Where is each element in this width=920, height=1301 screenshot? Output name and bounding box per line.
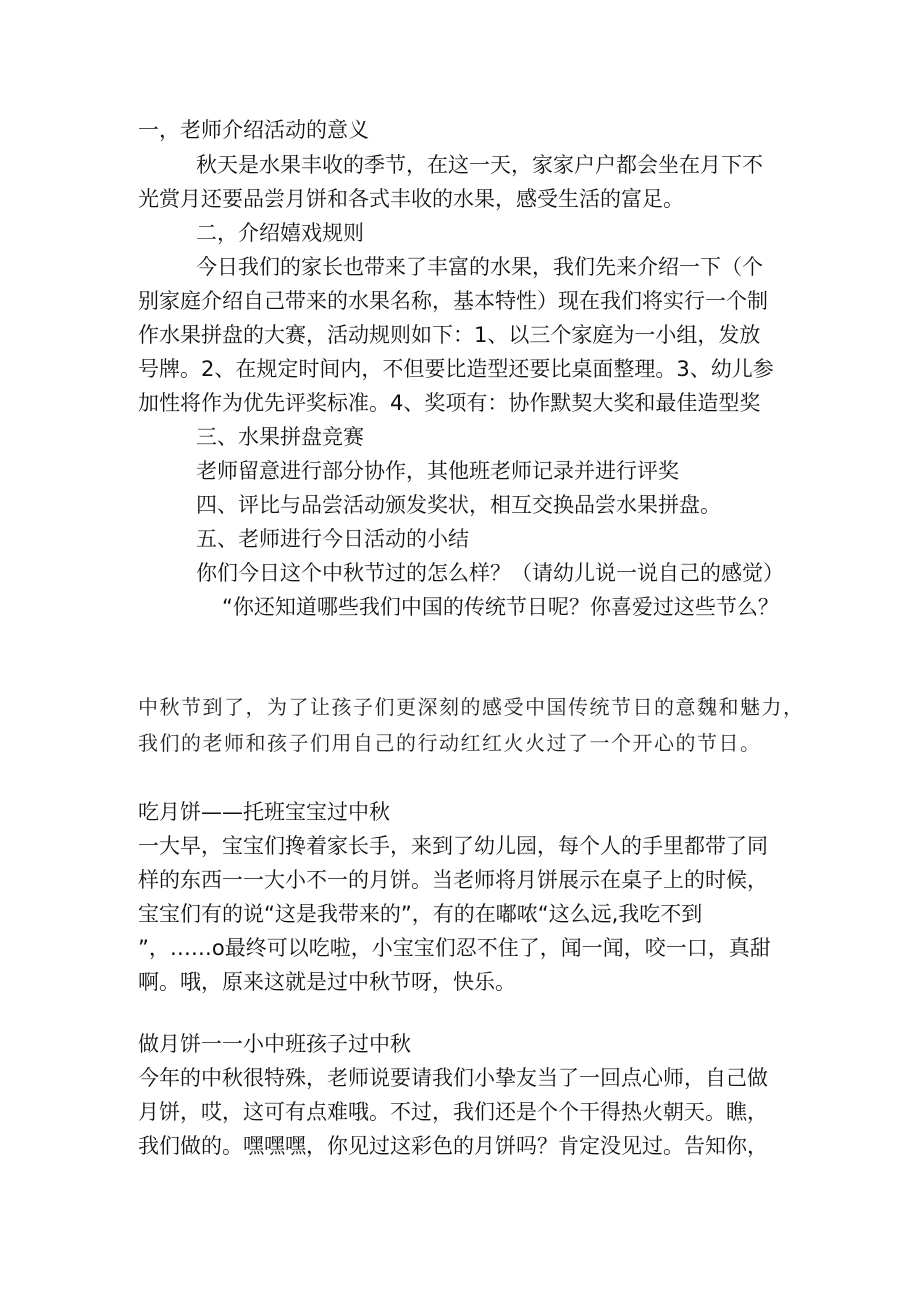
- story-1-line: ”，……o最终可以吃啦，小宝宝们忍不住了，闻一闻，咬一口，真甜: [138, 936, 771, 960]
- story-1-title: 吃月饼——托班宝宝过中秋: [138, 800, 390, 824]
- story-1-line: 啊。哦，原来这就是过中秋节呀，快乐。: [138, 970, 516, 994]
- section-1-paragraph-line: 秋天是水果丰收的季节，在这一天，家家户户都会坐在月下不: [196, 153, 763, 177]
- intro-line: 我们的老师和孩子们用自己的行动红红火火过了一个开心的节日。: [138, 731, 762, 755]
- story-1-line: 样的东西一一大小不一的月饼。当老师将月饼展示在桌子上的时候，: [138, 868, 768, 892]
- section-3-paragraph: 老师留意进行部分协作，其他班老师记录并进行评奖: [196, 459, 679, 483]
- section-1-paragraph-line: 光赏月还要品尝月饼和各式丰收的水果，感受生活的富足。: [138, 187, 684, 211]
- story-1-line: 宝宝们有的说“这是我带来的”，有的在嘟哝“这么远,我吃不到: [138, 902, 703, 926]
- section-4-heading: 四、评比与品尝活动颁发奖状，相互交换品尝水果拼盘。: [196, 493, 721, 517]
- story-2-line: 月饼，哎，这可有点难哦。不过，我们还是个个干得热火朝天。瞧，: [138, 1100, 768, 1124]
- story-1-line: 一大早，宝宝们搀着家长手，来到了幼儿园，每个人的手里都带了同: [138, 834, 768, 858]
- intro-line: 中秋节到了，为了让孩子们更深刻的感受中国传统节日的意魏和魅力，: [138, 695, 805, 719]
- section-2-paragraph-line: 别家庭介绍自己带来的水果名称，基本特性）现在我们将实行一个制: [138, 289, 768, 313]
- section-2-paragraph-line: 今日我们的家长也带来了丰富的水果，我们先来介绍一下（个: [196, 255, 763, 279]
- section-2-paragraph-line: 加性将作为优先评奖标准。4、奖项有：协作默契大奖和最佳造型奖: [138, 391, 761, 415]
- section-2-paragraph-line: 作水果拼盘的大赛，活动规则如下：1、以三个家庭为一小组，发放: [138, 323, 761, 347]
- section-3-heading: 三、水果拼盘竞赛: [196, 425, 364, 449]
- story-2-line: 我们做的。嘿嘿嘿，你见过这彩色的月饼吗？肯定没见过。告知你，: [138, 1134, 768, 1158]
- section-5-paragraph-line: 你们今日这个中秋节过的怎么样？（请幼儿说一说自己的感觉）: [196, 561, 784, 585]
- section-5-heading: 五、老师进行今日活动的小结: [196, 527, 469, 551]
- story-2-title: 做月饼一一小中班孩子过中秋: [138, 1032, 411, 1056]
- story-2-line: 今年的中秋很特殊，老师说要请我们小挚友当了一回点心师，自己做: [138, 1066, 768, 1090]
- section-2-paragraph-line: 号牌。2、在规定时间内，不但要比造型还要比桌面整理。3、幼儿参: [138, 357, 774, 381]
- section-2-heading: 二，介绍嬉戏规则: [196, 221, 364, 245]
- section-1-heading: 一，老师介绍活动的意义: [138, 118, 369, 142]
- section-5-paragraph-line: “你还知道哪些我们中国的传统节日呢？你喜爱过这些节么？: [222, 595, 779, 619]
